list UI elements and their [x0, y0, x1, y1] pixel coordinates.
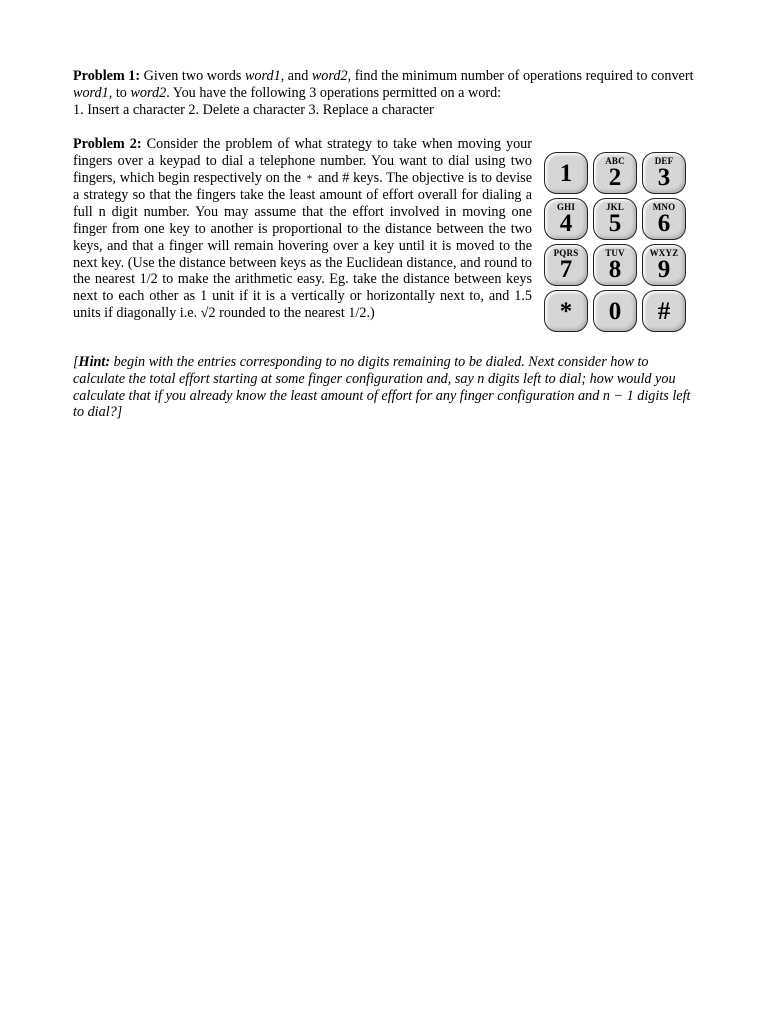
telephone-keypad-figure [544, 152, 691, 334]
problem-1-word: word1 [244, 68, 281, 84]
problem-2-text: and # keys. The objective is to devise a strategy so that the fingers take the least amount of effort overall for dialing a full n digit number. You may assume that the effort involved in moving one finger from one key to another is proportional to the distance between the two keys, and that a finger will remain hovering over a key until it is moved to the next key. (Use the distance between keys as the Euclidean distance, and round to the nearest 1/2 to make the arithmetic easy. Eg. take the distance between keys next to each other as 1 unit if it is a vertically or horizontally next to, and 1.5 units if diagonally i.e. √2 rounded to the nearest 1/2.) [73, 169, 532, 321]
problem-1-label: Problem 1: [73, 68, 141, 84]
keypad-key-digit: 3 [657, 164, 671, 191]
keypad-key-3 [642, 152, 686, 194]
keypad-key-digit: 1 [559, 160, 573, 187]
keypad-key-digit: 7 [559, 256, 573, 283]
keypad-key-9 [642, 244, 686, 286]
keypad-key-digit: # [657, 298, 671, 325]
keypad-key-letters: PQRS [553, 248, 579, 258]
problem-2-label: Problem 2: [73, 136, 142, 152]
problem-1-word: word2 [311, 68, 348, 84]
keypad-key-1 [544, 152, 588, 194]
hint-open-bracket: [ [73, 354, 79, 370]
problem-1-paragraph [73, 68, 695, 118]
problem-1-word: word2 [130, 84, 167, 101]
problem-1-word: word1 [73, 84, 109, 101]
hint-label: Hint: [78, 354, 111, 370]
keypad-key-letters: WXYZ [649, 248, 679, 258]
keypad-key-7 [544, 244, 588, 286]
problem-1-operations: 1. Insert a character 2. Delete a character 3. Replace a character [73, 101, 434, 118]
keypad-key-digit: 9 [657, 256, 671, 283]
keypad-key-4 [544, 198, 588, 240]
keypad-key-letters: MNO [652, 202, 676, 212]
problem-1-text: , and [280, 68, 312, 84]
keypad-key-6 [642, 198, 686, 240]
keypad-key-digit: 0 [608, 298, 622, 325]
keypad-key-letters: JKL [605, 202, 625, 212]
keypad-key-digit: 4 [559, 210, 573, 237]
keypad-key-star [544, 290, 588, 332]
problem-2-text: Consider the problem of what strategy to take when moving your fingers over a keypad to dial a telephone number. You want to dial using two fingers, which begin respectively on the [73, 136, 533, 186]
star-key-symbol: * [306, 172, 313, 185]
keypad-key-digit: * [559, 298, 573, 325]
keypad-key-0 [593, 290, 637, 332]
problem-2-paragraph [73, 136, 532, 322]
problem-1-text: Given two words [140, 68, 245, 84]
hint-paragraph [73, 354, 694, 421]
keypad-key-letters: DEF [654, 156, 674, 166]
keypad-key-digit: 6 [657, 210, 671, 237]
keypad-key-2 [593, 152, 637, 194]
keypad-key-hash [642, 290, 686, 332]
problem-1-text: , find the minimum number of operations required to convert [347, 68, 694, 84]
keypad-key-digit: 5 [608, 210, 622, 237]
keypad-key-8 [593, 244, 637, 286]
keypad-key-letters: GHI [556, 202, 576, 212]
problem-1-text: . You have the following 3 operations permitted on a word: [166, 84, 502, 101]
hint-text: begin with the entries corresponding to no digits remaining to be dialed. Next consider how to calculate the total effort starting at some finger configuration and, say n digits left to dial; how would you calculate that if you already know the least amount of effort for any finger configuration and n − 1 digits left to dial?] [73, 354, 691, 421]
problem-1-text: , to [108, 84, 131, 101]
keypad-key-letters: TUV [605, 248, 625, 258]
keypad-key-letters: ABC [605, 156, 625, 166]
keypad-key-5 [593, 198, 637, 240]
keypad-key-digit: 8 [608, 256, 622, 283]
keypad-key-digit: 2 [608, 164, 622, 191]
